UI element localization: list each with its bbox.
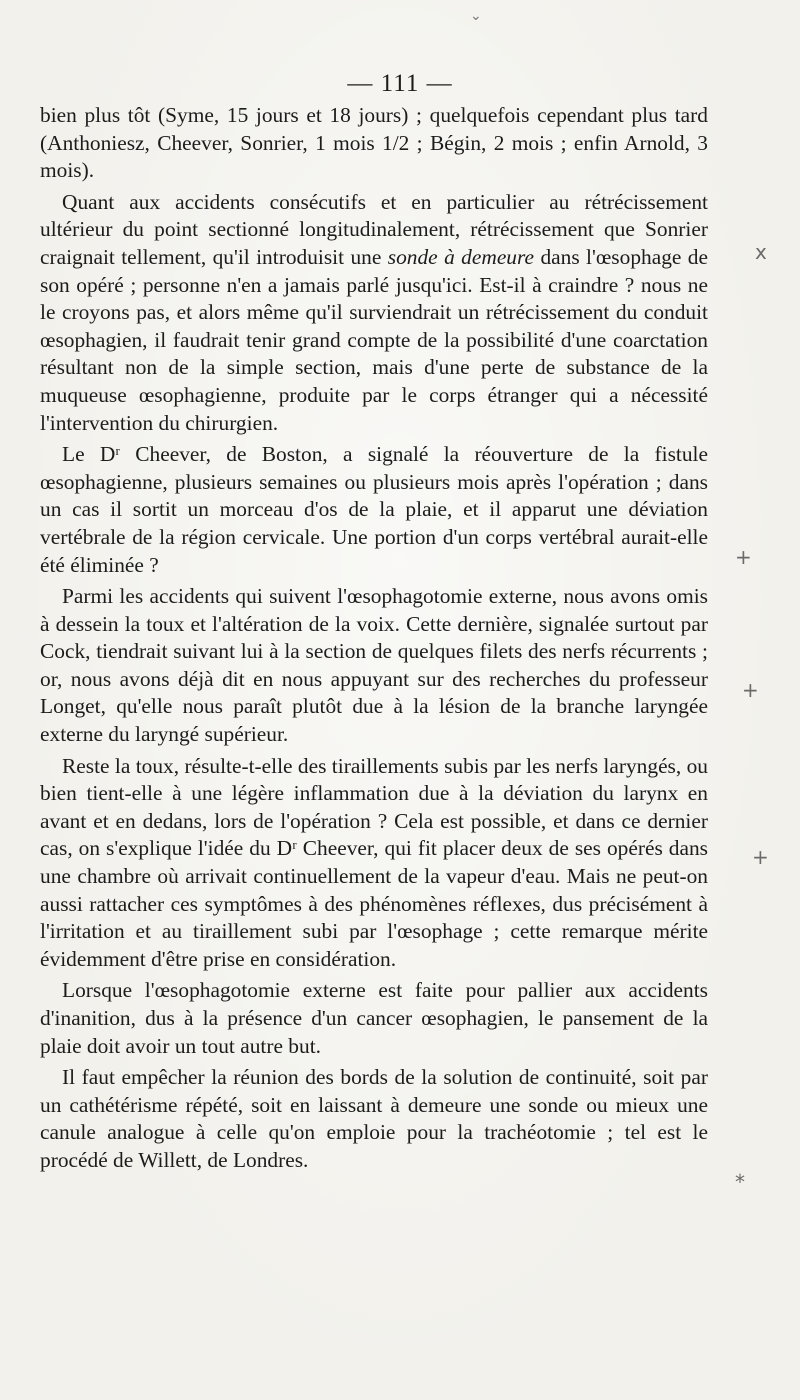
paragraph bbox=[40, 189, 708, 437]
text-segment: Lorsque l'œsophagotomie externe est faite pour pallier aux accidents d'inanition, dus à la présence d'un cancer œsophagien, le pansement de la plaie doit avoir un tout autre but. bbox=[40, 978, 708, 1058]
paragraph bbox=[40, 441, 708, 579]
paragraph bbox=[40, 102, 708, 185]
corner-tick-mark: ⌄ bbox=[470, 9, 482, 24]
text-segment: Reste la toux, résulte-t-elle des tiraillements subis par les nerfs laryngés, ou bien tient-elle à une légère inflammation due à la déviation du larynx en avant et en dedans, lors de l'opération ? Cela est possible, et dans ce dernier cas, on s'explique l'idée du Dʳ Cheever, qui fit placer deux de ses opérés dans une chambre où arrivait continuellement de la vapeur d'eau. Mais ne peut-on aussi rattacher ces symptômes à des phénomènes réflexes, dus précisément à l'irritation et au tiraillement subi par l'œsophage ; cette remarque mérite évidemment d'être prise en considération. bbox=[40, 753, 708, 971]
margin-mark-icon: x bbox=[755, 240, 767, 264]
text-segment: Quant aux accidents consécutifs et en particulier au rétrécissement ultérieur du point sectionné longitudinalement, rétrécissement que Sonrier craignait tellement, qu'il introduisit une bbox=[40, 189, 708, 269]
margin-mark-icon: + bbox=[752, 845, 769, 869]
margin-mark-icon: + bbox=[735, 545, 752, 569]
paragraph bbox=[40, 977, 708, 1060]
text-segment: Le Dʳ Cheever, de Boston, a signalé la réouverture de la fistule œsophagienne, plusieurs semaines ou plusieurs mois après l'opération ; dans un cas il sortit un morceau d'os de la plaie, et il apparut une déviation vertébrale de la région cervicale. Une portion d'un corps vertébral aurait-elle été éliminée ? bbox=[40, 442, 708, 577]
text-segment: Parmi les accidents qui suivent l'œsophagotomie externe, nous avons omis à dessein la toux et l'altération de la voix. Cette dernière, signalée surtout par Cock, tiendrait suivant lui à la section de quelques filets des nerfs récurrents ; or, nous avons déjà dit en nous appuyant sur des recherches du professeur Longet, qu'elle nous paraît plutôt due à la lésion de la branche laryngée externe du laryngé supérieur. bbox=[40, 584, 708, 747]
paragraph bbox=[40, 753, 708, 974]
italic-text: sonde à demeure bbox=[387, 244, 535, 269]
text-segment: dans l'œsophage de son opéré ; personne n'en a jamais parlé jusqu'ici. Est-il à craindre ? nous ne le croyons pas, et alors même qu'il surviendrait un rétrécissement du conduit œsophagien, il faudrait tenir grand compte de la possibilité d'une coarctation résultant non de la simple section, mais d'une perte de substance de la muqueuse œsophagienne, produite par le corps étranger qui a nécessité l'intervention du chirurgien. bbox=[40, 244, 708, 435]
body-text bbox=[40, 102, 708, 1179]
text-segment: Il faut empêcher la réunion des bords de la solution de continuité, soit par un cathétérisme répété, soit en laissant à demeure une sonde ou mieux une canule analogue à celle qu'on emploie pour la trachéotomie ; tel est le procédé de Willett, de Londres. bbox=[40, 1065, 708, 1172]
paragraph bbox=[40, 583, 708, 749]
page-number: — 111 — bbox=[347, 70, 453, 97]
paragraph bbox=[40, 1064, 708, 1174]
margin-mark-icon: + bbox=[742, 678, 759, 702]
text-segment: bien plus tôt (Syme, 15 jours et 18 jours) ; quelquefois cependant plus tard (Anthoniesz, Cheever, Sonrier, 1 mois 1/2 ; Bégin, 2 mois ; enfin Arnold, 3 mois). bbox=[40, 103, 708, 183]
margin-mark-icon: * bbox=[735, 1170, 745, 1194]
